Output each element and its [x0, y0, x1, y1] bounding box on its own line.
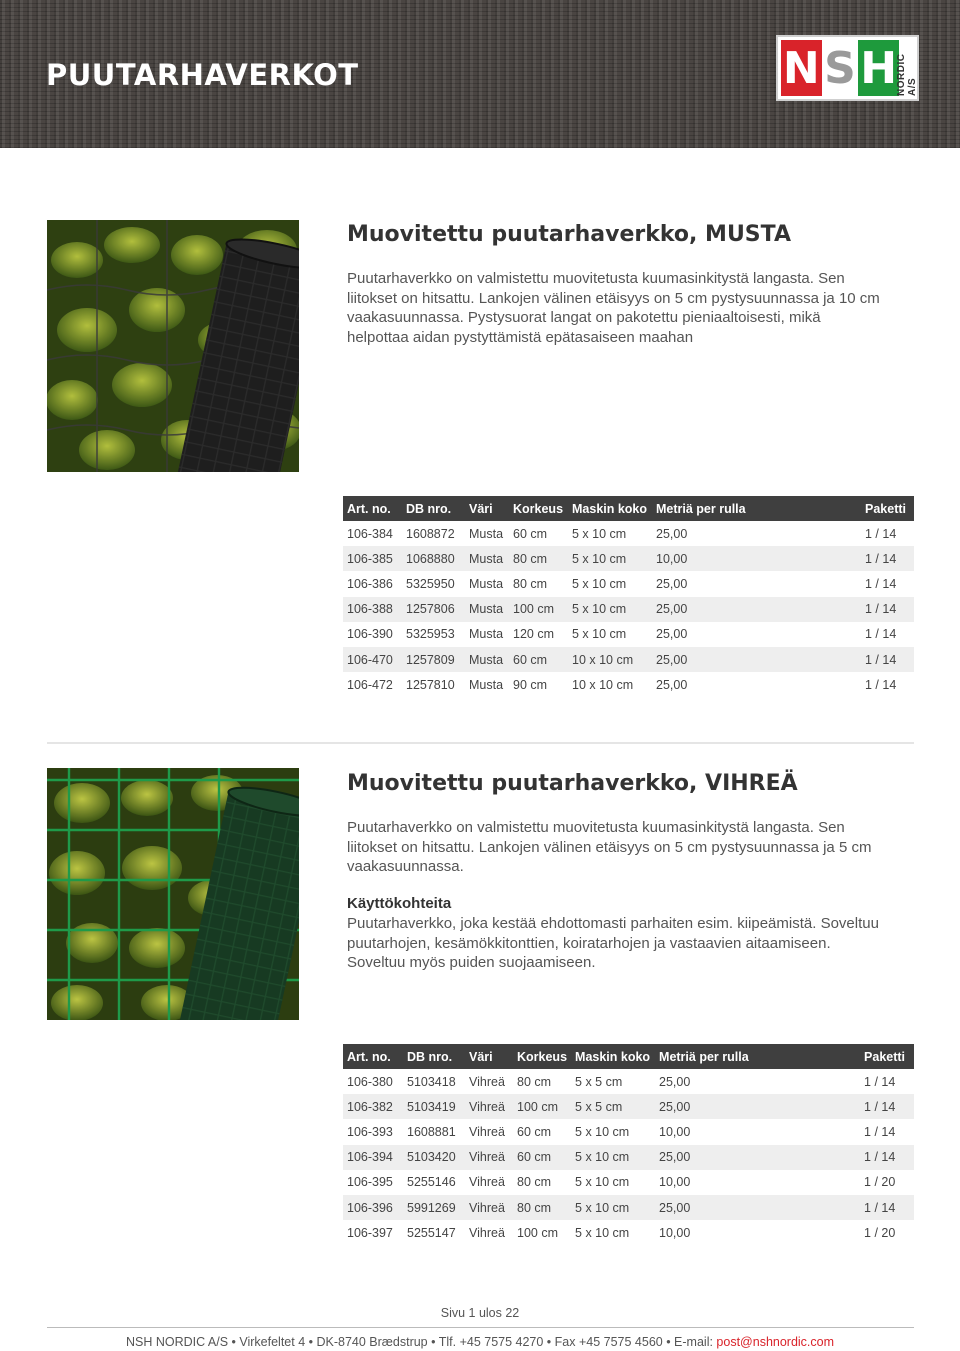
table-cell: 10 x 10 cm: [568, 647, 652, 672]
table-cell: Vihreä: [469, 1074, 505, 1089]
table-header-row: [343, 496, 914, 521]
page-title: PUUTARHAVERKOT: [46, 58, 359, 92]
table-cell: 106-385: [343, 546, 402, 571]
table-cell: 1 / 14: [861, 647, 914, 672]
table-cell: 1 / 20: [864, 1225, 896, 1240]
table-cell: 1608881: [407, 1124, 456, 1139]
table-cell: 5 x 10 cm: [575, 1175, 630, 1190]
col-art-no: Art. no.: [343, 1044, 403, 1069]
company-logo: [776, 35, 919, 101]
section-title-vihrea: Muovitettu puutarhaverkko, VIHREÄ: [347, 771, 798, 796]
table-cell: 80 cm: [513, 576, 548, 591]
table-cell: 100 cm: [517, 1225, 558, 1240]
table-header-row: [343, 1044, 914, 1069]
table-cell: 1257809: [402, 647, 465, 672]
logo-letter-s: S: [822, 40, 859, 96]
table-row: [343, 647, 914, 672]
table-cell: 106-470: [343, 647, 402, 672]
email-link[interactable]: post@nshnordic.com: [716, 1335, 835, 1349]
table-cell: 1 / 14: [865, 677, 897, 692]
col-metria: Metriä per rulla: [652, 496, 861, 521]
section-description-musta: Puutarhaverkko on valmistettu muovitetusta kuumasinkitystä langasta. Sen liitokset on hitsattu. Lankojen välinen etäisyys on 5 cm pystysuunnassa ja 10 cm vaakasuunnassa. Pystysuorat langat on pakotettu pieniaaltoisesti, mikä helpottaa aidan pystyttämistä epätasaiseen maahan: [347, 270, 880, 346]
table-cell: 5 x 5 cm: [575, 1074, 623, 1089]
col-db-nro: DB nro.: [402, 496, 465, 521]
table-row: [343, 1119, 914, 1144]
table-row: [343, 1170, 914, 1195]
table-row: [343, 672, 914, 697]
section-description-vihrea: Puutarhaverkko on valmistettu muovitetusta kuumasinkitystä langasta. Sen liitokset on hitsattu. Lankojen välinen etäisyys on 5 cm pystysuunnassa ja 5 cm vaakasuunnassa.: [347, 819, 872, 876]
table-cell: 1068880: [402, 546, 465, 571]
table-cell: 106-396: [343, 1195, 403, 1220]
table-cell: 1 / 14: [860, 1094, 914, 1119]
table-cell: 1608872: [406, 526, 455, 541]
table-cell: 60 cm: [513, 526, 548, 541]
col-paketti: Paketti: [860, 1044, 914, 1069]
table-cell: 5991269: [403, 1195, 465, 1220]
footer-divider: [47, 1327, 914, 1328]
table-cell: 25,00: [659, 1074, 691, 1089]
table-cell: 25,00: [652, 647, 861, 672]
table-cell: 25,00: [656, 677, 688, 692]
table-cell: 25,00: [655, 1145, 860, 1170]
table-cell: 106-394: [343, 1145, 403, 1170]
table-cell: 100 cm: [509, 597, 568, 622]
table-cell: 10,00: [652, 546, 861, 571]
table-cell: 10,00: [659, 1175, 691, 1190]
table-cell: 106-397: [347, 1225, 393, 1240]
table-cell: 5103418: [407, 1074, 456, 1089]
section-title-musta: Muovitettu puutarhaverkko, MUSTA: [347, 222, 791, 247]
product-table-vihrea: [343, 1044, 914, 1245]
table-cell: 25,00: [655, 1195, 860, 1220]
table-cell: 80 cm: [513, 1195, 571, 1220]
table-cell: Vihreä: [469, 1175, 505, 1190]
table-cell: 1 / 14: [865, 627, 897, 642]
logo-letter-n: N: [781, 40, 822, 96]
table-cell: 60 cm: [513, 1145, 571, 1170]
table-cell: Musta: [469, 627, 504, 642]
black-wire-roll-photo: [47, 220, 299, 472]
green-wire-roll-photo: [47, 768, 299, 1020]
col-db-nro: DB nro.: [403, 1044, 465, 1069]
table-cell: 5 x 10 cm: [572, 526, 627, 541]
usage-heading: Käyttökohteita: [347, 895, 452, 912]
table-row: [343, 1220, 914, 1245]
table-cell: Musta: [469, 526, 504, 541]
table-cell: 106-380: [347, 1074, 393, 1089]
table-cell: 1 / 14: [865, 526, 897, 541]
table-cell: 106-384: [347, 526, 393, 541]
logo-letter-h: H: [858, 40, 899, 96]
table-cell: 80 cm: [509, 546, 568, 571]
table-cell: 25,00: [656, 526, 688, 541]
table-row: [343, 597, 914, 622]
col-metria: Metriä per rulla: [655, 1044, 860, 1069]
table-cell: 5255146: [407, 1175, 456, 1190]
table-cell: 1 / 14: [861, 546, 914, 571]
col-korkeus: Korkeus: [513, 1044, 571, 1069]
table-cell: 1 / 14: [861, 597, 914, 622]
table-cell: 90 cm: [513, 677, 548, 692]
product-table-musta: [343, 496, 914, 697]
table-cell: 25,00: [656, 627, 688, 642]
table-cell: 80 cm: [517, 1175, 552, 1190]
table-cell: 1 / 20: [864, 1175, 896, 1190]
table-cell: 5 x 10 cm: [568, 546, 652, 571]
table-cell: 1 / 14: [860, 1195, 914, 1220]
table-cell: 10,00: [659, 1124, 691, 1139]
table-cell: Vihreä: [465, 1145, 513, 1170]
table-cell: 5 x 10 cm: [571, 1195, 655, 1220]
table-cell: 5 x 10 cm: [568, 597, 652, 622]
table-cell: 106-388: [343, 597, 402, 622]
col-maskin-koko: Maskin koko: [571, 1044, 655, 1069]
table-cell: 25,00: [656, 576, 688, 591]
table-cell: 1 / 14: [864, 1124, 896, 1139]
table-cell: 5 x 10 cm: [572, 627, 627, 642]
table-cell: 5255147: [407, 1225, 456, 1240]
table-cell: Vihreä: [469, 1124, 505, 1139]
table-row: [343, 1094, 914, 1119]
table-cell: 5 x 5 cm: [571, 1094, 655, 1119]
table-cell: 25,00: [652, 597, 861, 622]
table-cell: Vihreä: [465, 1195, 513, 1220]
table-row: [343, 571, 914, 596]
section-divider: [47, 742, 914, 744]
table-cell: 106-382: [343, 1094, 403, 1119]
footer-address: NSH NORDIC A/S • Virkefeltet 4 • DK-8740 Brædstrup • Tlf. +45 7575 4270 • Fax +45 7575 4560 • E-mail: post@nshnordic.com: [125, 1335, 835, 1349]
table-cell: 5 x 10 cm: [571, 1145, 655, 1170]
usage-description: Puutarhaverkko, joka kestää ehdottomasti parhaiten esim. kiipeämistä. Soveltuu puutarhojen, kesämökkitonttien, koiratarhojen ja vastaavien aitaamiseen. Soveltuu myös puiden suojaamiseen.: [347, 915, 879, 972]
table-cell: 5325950: [406, 576, 455, 591]
table-cell: 5 x 10 cm: [572, 576, 627, 591]
table-cell: 106-390: [347, 627, 393, 642]
table-cell: Musta: [465, 546, 509, 571]
table-cell: 106-386: [347, 576, 393, 591]
table-cell: 10,00: [659, 1225, 691, 1240]
table-cell: Vihreä: [469, 1225, 505, 1240]
logo-tagline: NORDIC A/S: [895, 53, 918, 96]
table-cell: 106-472: [347, 677, 393, 692]
table-cell: 1257810: [406, 677, 455, 692]
table-row: [343, 1195, 914, 1220]
table-cell: Musta: [469, 677, 504, 692]
table-cell: Musta: [465, 597, 509, 622]
table-row: [343, 521, 914, 546]
page-number: Sivu 1 ulos 22: [440, 1306, 520, 1320]
table-cell: 5325953: [406, 627, 455, 642]
table-cell: Musta: [465, 647, 509, 672]
table-cell: 5103419: [403, 1094, 465, 1119]
table-cell: 120 cm: [513, 627, 554, 642]
table-row: [343, 1069, 914, 1094]
col-paketti: Paketti: [861, 496, 914, 521]
col-art-no: Art. no.: [343, 496, 402, 521]
table-cell: 106-393: [347, 1124, 393, 1139]
col-maskin-koko: Maskin koko: [568, 496, 652, 521]
col-korkeus: Korkeus: [509, 496, 568, 521]
table-cell: 25,00: [655, 1094, 860, 1119]
table-cell: 5103420: [403, 1145, 465, 1170]
table-cell: 1257806: [402, 597, 465, 622]
table-cell: 100 cm: [513, 1094, 571, 1119]
col-vari: Väri: [465, 496, 509, 521]
table-cell: 1 / 14: [864, 1074, 896, 1089]
table-cell: 1 / 14: [860, 1145, 914, 1170]
table-row: [343, 622, 914, 647]
table-cell: 60 cm: [517, 1124, 552, 1139]
table-cell: 60 cm: [509, 647, 568, 672]
table-cell: 1 / 14: [865, 576, 897, 591]
table-cell: 80 cm: [517, 1074, 552, 1089]
col-vari: Väri: [465, 1044, 513, 1069]
table-row: [343, 546, 914, 571]
table-cell: 5 x 10 cm: [575, 1124, 630, 1139]
table-cell: 5 x 10 cm: [575, 1225, 630, 1240]
table-cell: 10 x 10 cm: [572, 677, 634, 692]
page-header: [0, 0, 960, 148]
table-cell: Vihreä: [465, 1094, 513, 1119]
table-cell: 106-395: [347, 1175, 393, 1190]
table-row: [343, 1145, 914, 1170]
table-cell: Musta: [469, 576, 504, 591]
